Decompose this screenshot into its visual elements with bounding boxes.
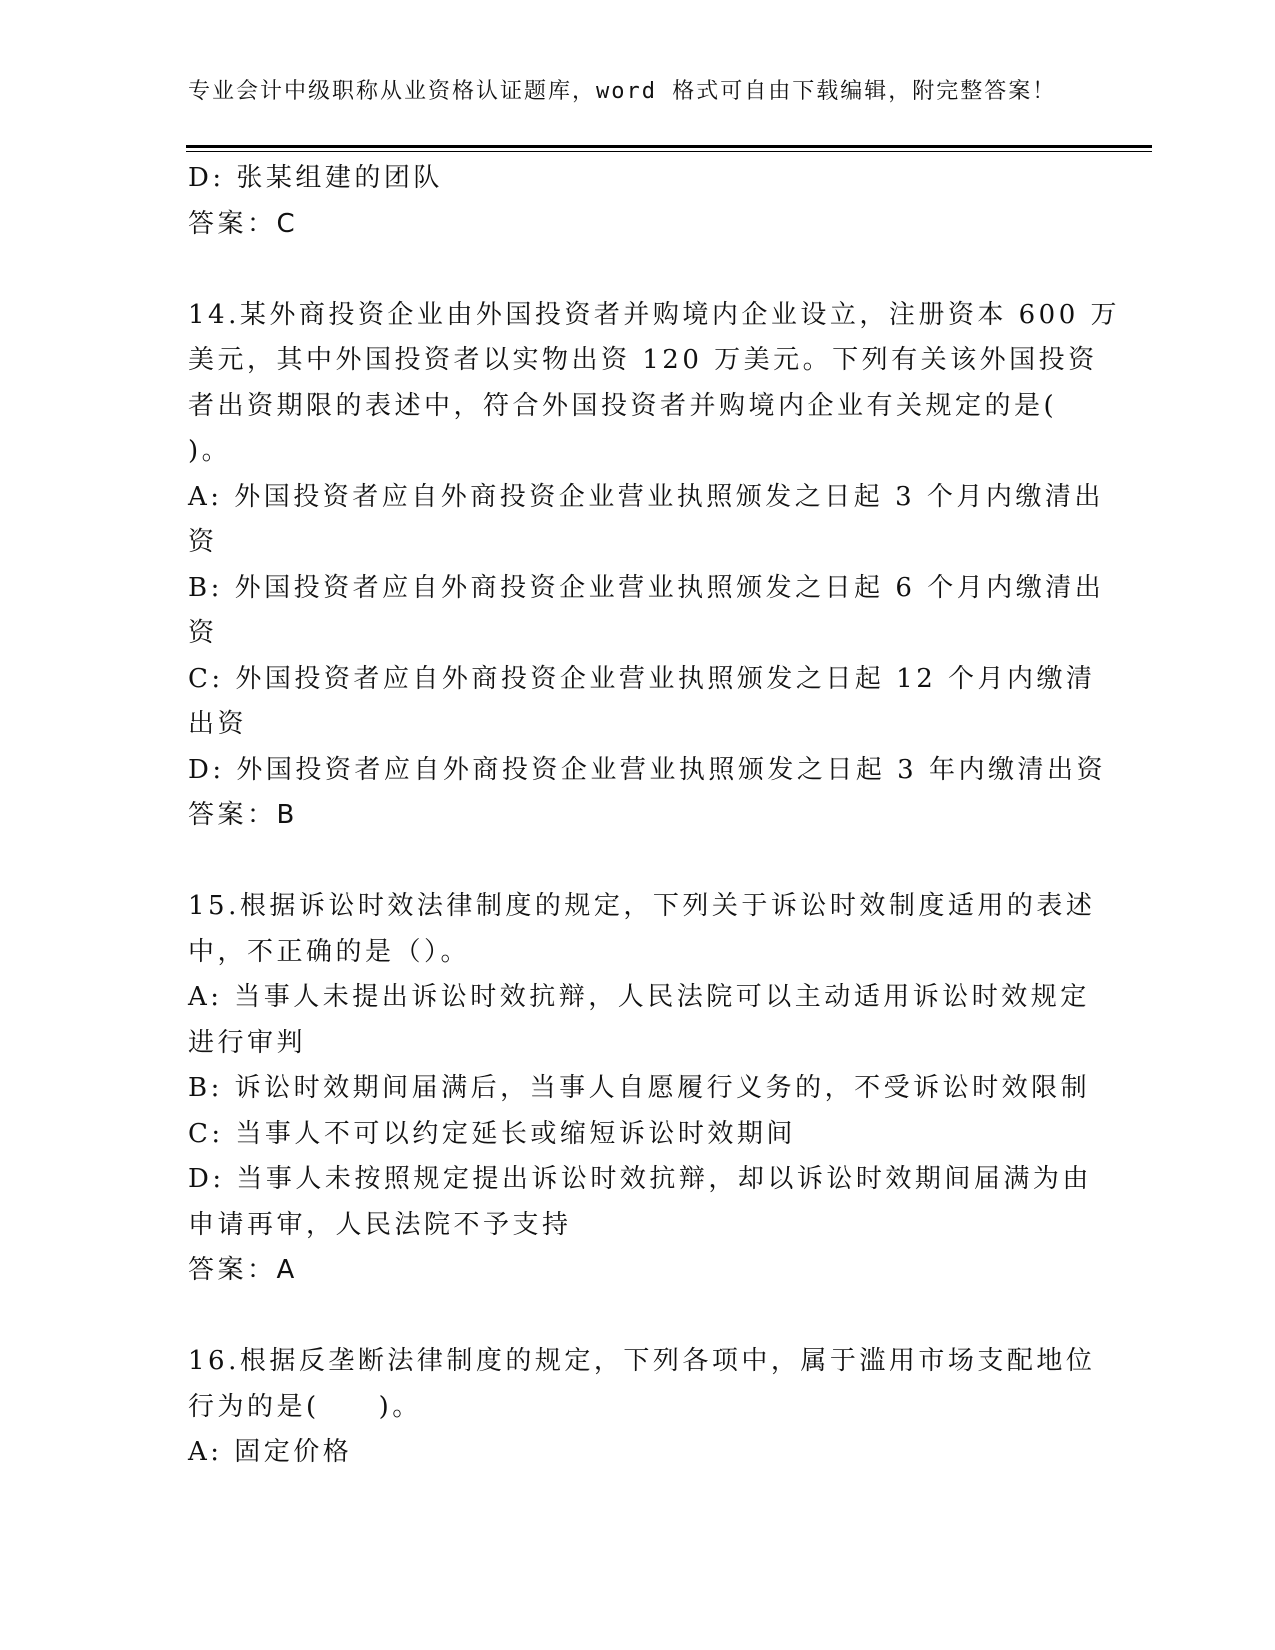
option-line: D: 当事人未按照规定提出诉讼时效抗辩，却以诉讼时效期间届满为由 [188, 1164, 1092, 1194]
spacer [188, 1294, 1078, 1340]
option-line: C: 外国投资者应自外商投资企业营业执照颁发之日起 12 个月内缴清 [188, 663, 1096, 694]
option-line: 出资 [188, 709, 248, 739]
option-line: A: 外国投资者应自外商投资企业营业执照颁发之日起 3 个月内缴清出 [188, 481, 1104, 512]
spacer [188, 247, 1078, 293]
question-line: 15.根据诉讼时效法律制度的规定，下列关于诉讼时效制度适用的表述 [188, 891, 1096, 921]
answer-line: 答案：B [188, 800, 298, 830]
question-line: )。 [188, 436, 232, 466]
option-line: B: 外国投资者应自外商投资企业营业执照颁发之日起 6 个月内缴清出 [188, 572, 1105, 603]
answer-line: 答案：A [188, 1255, 298, 1285]
question-line: 者出资期限的表述中，符合外国投资者并购境内企业有关规定的是( [188, 390, 1058, 421]
option-line: D: 外国投资者应自外商投资企业营业执照颁发之日起 3 年内缴清出资 [188, 754, 1106, 785]
page-header: 专业会计中级职称从业资格认证题库，word 格式可自由下载编辑，附完整答案！ [188, 79, 1057, 104]
question-line: 14.某外商投资企业由外国投资者并购境内企业设立，注册资本 600 万 [188, 299, 1121, 330]
question-line: 行为的是( )。 [188, 1391, 422, 1422]
option-line: D: 张某组建的团队 [188, 163, 443, 193]
option-line: C: 当事人不可以约定延长或缩短诉讼时效期间 [188, 1118, 796, 1149]
option-line: 申请再审，人民法院不予支持 [188, 1209, 572, 1240]
option-line: 进行审判 [188, 1027, 307, 1058]
question-line: 16.根据反垄断法律制度的规定，下列各项中，属于滥用市场支配地位 [188, 1346, 1096, 1376]
question-content [188, 156, 1121, 1476]
question-line: 美元，其中外国投资者以实物出资 120 万美元。下列有关该外国投资 [188, 345, 1098, 375]
header-rule-thick [186, 145, 1152, 148]
option-line: A: 固定价格 [188, 1437, 353, 1467]
spacer [188, 839, 1078, 885]
option-line: A: 当事人未提出诉讼时效抗辩，人民法院可以主动适用诉讼时效规定 [188, 982, 1090, 1012]
option-line: B: 诉讼时效期间届满后，当事人自愿履行义务的，不受诉讼时效限制 [188, 1073, 1091, 1103]
question-line: 中，不正确的是（）。 [188, 936, 471, 967]
answer-line: 答案：C [188, 208, 299, 239]
option-line: 资 [188, 527, 218, 557]
header-rule-thin [186, 151, 1152, 152]
option-line: 资 [188, 618, 218, 648]
